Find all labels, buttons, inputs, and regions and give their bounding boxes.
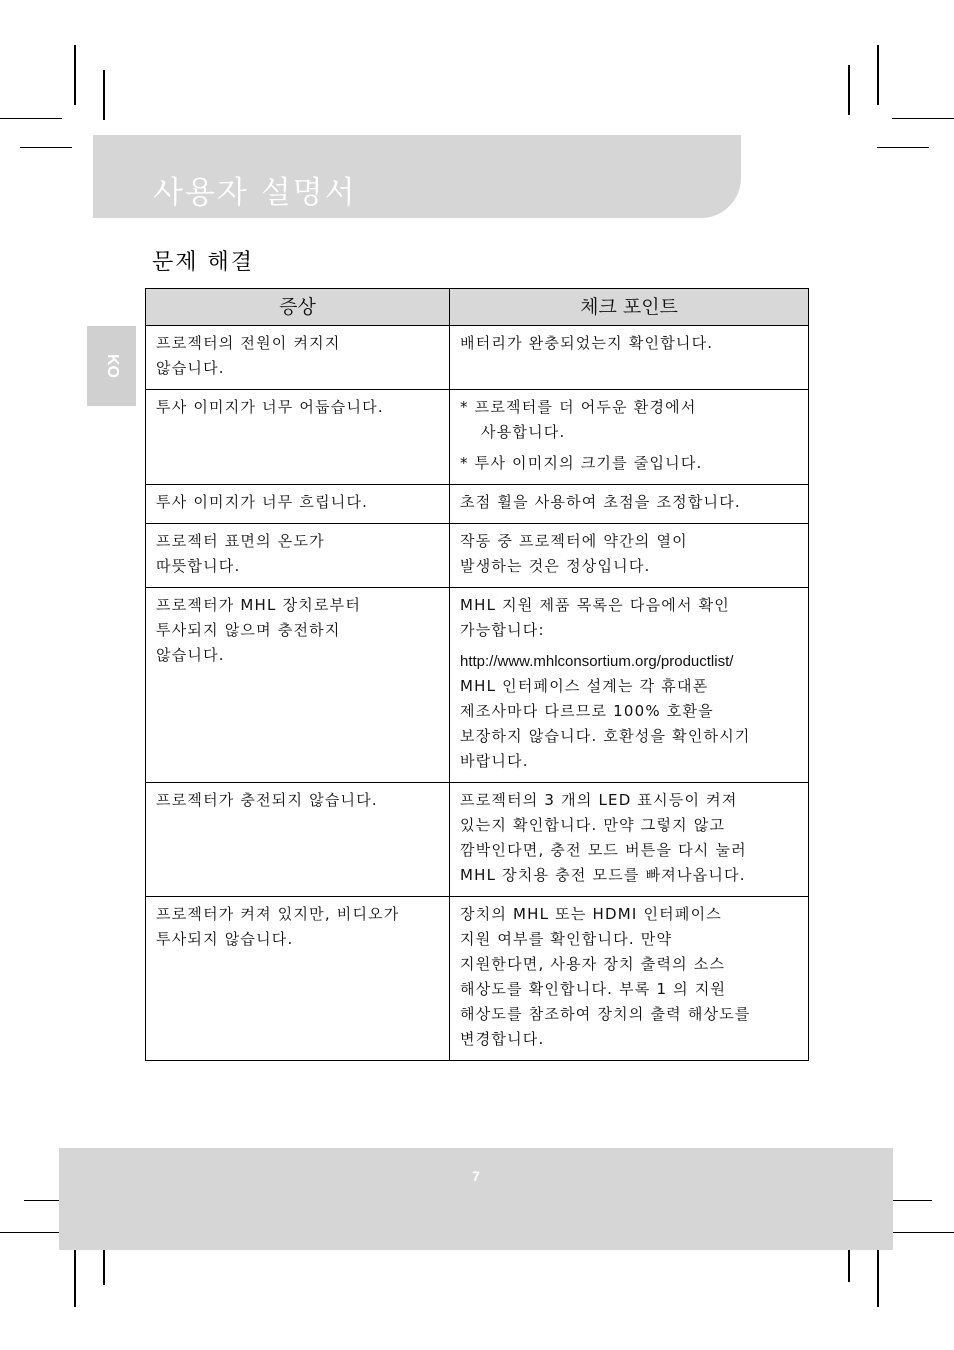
symptom-line: 따뜻합니다. xyxy=(156,557,241,575)
checkpoint-line: 장치의 MHL 또는 HDMI 인터페이스 xyxy=(460,905,722,923)
checkpoint-cell xyxy=(450,524,809,588)
table-row xyxy=(146,390,809,485)
symptom-cell xyxy=(146,897,450,1061)
checkpoint-line: 해상도를 참조하여 장치의 출력 해상도를 xyxy=(460,1005,751,1023)
checkpoint-line: 배터리가 완충되었는지 확인합니다. xyxy=(460,334,714,352)
symptom-line: 투사되지 않으며 충전하지 xyxy=(156,621,341,639)
table-row xyxy=(146,588,809,783)
crop-mark xyxy=(74,45,76,105)
symptom-cell xyxy=(146,588,450,783)
crop-mark xyxy=(103,70,105,120)
page-number: 7 xyxy=(472,1168,480,1184)
crop-mark xyxy=(877,45,879,105)
symptom-line: 투사되지 않습니다. xyxy=(156,930,294,948)
crop-mark xyxy=(20,147,72,148)
troubleshooting-table xyxy=(145,288,809,1061)
checkpoint-line: 지원한다면, 사용자 장치 출력의 소스 xyxy=(460,955,726,973)
checkpoint-line: 있는지 확인합니다. 만약 그렇지 않고 xyxy=(460,816,726,834)
manual-title: 사용자 설명서 xyxy=(153,175,357,211)
crop-mark xyxy=(0,118,62,119)
crop-mark xyxy=(892,1232,954,1233)
symptom-line: 투사 이미지가 너무 흐립니다. xyxy=(156,493,369,511)
table-row xyxy=(146,897,809,1061)
crop-mark xyxy=(74,1245,76,1307)
symptom-cell xyxy=(146,390,450,485)
checkpoint-line: * 투사 이미지의 크기를 줄입니다. xyxy=(460,454,703,472)
checkpoint-line: 작동 중 프로젝터에 약간의 열이 xyxy=(460,532,688,550)
crop-mark xyxy=(877,1245,879,1307)
checkpoint-line: 프로젝터의 3 개의 LED 표시등이 켜져 xyxy=(460,791,738,809)
checkpoint-line: 변경합니다. xyxy=(460,1030,545,1048)
checkpoint-line: 해상도를 확인합니다. 부록 1 의 지원 xyxy=(460,980,727,998)
crop-mark xyxy=(877,147,929,148)
checkpoint-line: 바랍니다. xyxy=(460,752,529,770)
symptom-cell xyxy=(146,783,450,897)
symptom-line: 프로젝터의 전원이 켜지지 xyxy=(156,334,341,352)
checkpoint-line: 사용합니다. xyxy=(481,423,566,441)
crop-mark xyxy=(0,1232,62,1233)
symptom-line: 프로젝터가 MHL 장치로부터 xyxy=(156,596,362,614)
footer-bar xyxy=(59,1148,893,1250)
symptom-cell xyxy=(146,485,450,524)
table-header-row xyxy=(146,289,809,326)
symptom-line: 않습니다. xyxy=(156,359,225,377)
checkpoint-line: 지원 여부를 확인합니다. 만약 xyxy=(460,930,673,948)
symptom-cell xyxy=(146,326,450,390)
checkpoint-cell xyxy=(450,897,809,1061)
table-row xyxy=(146,485,809,524)
checkpoint-cell xyxy=(450,783,809,897)
column-header-symptom: 증상 xyxy=(146,289,450,326)
checkpoint-line: 초점 휠을 사용하여 초점을 조정합니다. xyxy=(460,493,741,511)
table-row xyxy=(146,783,809,897)
checkpoint-line: * 프로젝터를 더 어두운 환경에서 xyxy=(460,398,697,416)
checkpoint-line: 가능합니다: xyxy=(460,621,545,639)
checkpoint-line: 보장하지 않습니다. 호환성을 확인하시기 xyxy=(460,727,751,745)
language-tab-label: KO xyxy=(103,354,121,378)
symptom-line: 않습니다. xyxy=(156,646,225,664)
checkpoint-line: 깜박인다면, 충전 모드 버튼을 다시 눌러 xyxy=(460,841,747,859)
symptom-line: 프로젝터가 켜져 있지만, 비디오가 xyxy=(156,905,400,923)
header-banner xyxy=(93,135,741,218)
checkpoint-line: 제조사마다 다르므로 100% 호환을 xyxy=(460,702,714,720)
checkpoint-line: MHL 지원 제품 목록은 다음에서 확인 xyxy=(460,596,730,614)
column-header-checkpoint: 체크 포인트 xyxy=(450,289,809,326)
symptom-line: 투사 이미지가 너무 어둡습니다. xyxy=(156,398,384,416)
mhl-product-list-link[interactable]: http://www.mhlconsortium.org/productlist/ xyxy=(460,653,734,670)
section-title: 문제 해결 xyxy=(152,250,255,275)
checkpoint-cell xyxy=(450,390,809,485)
table-row xyxy=(146,524,809,588)
crop-mark xyxy=(848,65,850,115)
checkpoint-cell xyxy=(450,326,809,390)
checkpoint-line: 발생하는 것은 정상입니다. xyxy=(460,557,651,575)
checkpoint-line: MHL 인터페이스 설계는 각 휴대폰 xyxy=(460,677,709,695)
symptom-cell xyxy=(146,524,450,588)
checkpoint-line: MHL 장치용 충전 모드를 빠져나옵니다. xyxy=(460,866,746,884)
crop-mark xyxy=(892,118,954,119)
checkpoint-cell xyxy=(450,588,809,783)
table-row xyxy=(146,326,809,390)
symptom-line: 프로젝터가 충전되지 않습니다. xyxy=(156,791,378,809)
checkpoint-cell xyxy=(450,485,809,524)
language-tab xyxy=(87,326,136,406)
symptom-line: 프로젝터 표면의 온도가 xyxy=(156,532,325,550)
